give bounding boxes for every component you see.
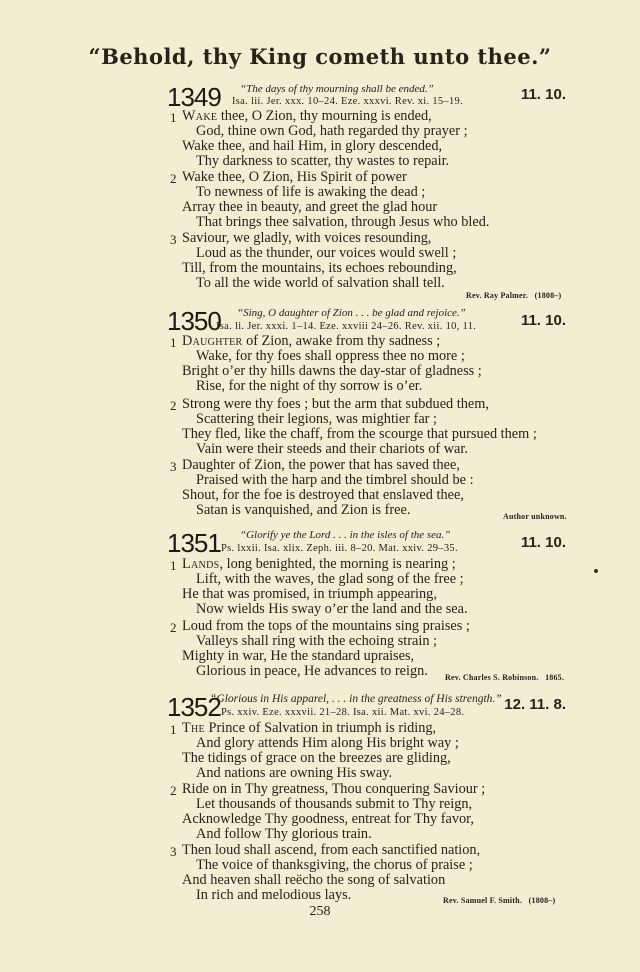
stanza-line: Shout, for the foe is destroyed that enslaved thee, [182, 487, 464, 503]
hymn-references: Ps. lxxii. Isa. xlix. Zeph. iii. 8–20. Mat. xxiv. 29–35. [221, 543, 458, 554]
stanza-line: Lands, long benighted, the morning is nearing ; [182, 556, 456, 572]
stanza-line: Satan is vanquished, and Zion is free. [196, 502, 411, 518]
stanza-line: Wake thee, O Zion, His Spirit of power [182, 169, 407, 185]
hymn-author: Rev. Ray Palmer. (1808–) [466, 291, 562, 300]
hymn-references: Ps. xxiv. Eze. xxxvii. 21–28. Isa. xii. Mat. xvi. 24–28. [221, 707, 465, 718]
hymn-quote: “Sing, O daughter of Zion . . . be glad and rejoice.” [237, 307, 466, 319]
hymn-author: Rev. Samuel F. Smith. (1808–) [443, 896, 556, 905]
page-header: “Behold, thy King cometh unto thee.” [88, 44, 552, 69]
stanza-line: Now wields His sway o’er the land and the sea. [196, 601, 468, 617]
stanza-number: 2 [170, 398, 177, 413]
stanza-line: Vain were their steeds and their chariots of war. [196, 441, 468, 457]
hymn-author: Author unknown. [503, 512, 567, 521]
stanza-line: Lift, with the waves, the glad song of the free ; [196, 571, 464, 587]
page-number: 258 [309, 904, 331, 919]
stanza-number: 2 [170, 620, 177, 635]
ink-speck [594, 569, 598, 573]
stanza-line: They fled, like the chaff, from the scourge that pursued them ; [182, 426, 537, 442]
stanza-line: Strong were thy foes ; but the arm that subdued them, [182, 396, 489, 412]
stanza-line: Wake, for thy foes shall oppress thee no more ; [196, 348, 465, 364]
stanza-line: Wake thee, O Zion, thy mourning is ended, [182, 108, 432, 124]
stanza-line: Wake thee, and hail Him, in glory descended, [182, 138, 443, 154]
stanza-line: The Prince of Salvation in triumph is riding, [182, 720, 437, 736]
stanza-line: Bright o’er thy hills dawns the day-star of gladness ; [182, 363, 482, 379]
hymn-meter: 11. 10. [520, 312, 566, 329]
stanza-line: Ride on in Thy greatness, Thou conquering Saviour ; [182, 781, 486, 797]
stanza-line: Till, from the mountains, its echoes rebounding, [182, 260, 457, 276]
stanza-line: Then loud shall ascend, from each sanctified nation, [182, 842, 481, 858]
stanza-line: Saviour, we gladly, with voices resounding, [182, 230, 432, 246]
hymn-references: Isa. li. Jer. xxxi. 1–14. Eze. xxviii 24–26. Rev. xii. 10, 11. [216, 321, 477, 332]
stanza-number: 1 [170, 110, 177, 125]
stanza-number: 1 [170, 722, 177, 737]
stanza-line: Glorious in peace, He advances to reign. [196, 663, 428, 679]
hymn-quote: “Glorious in His apparel, . . . in the greatness of His strength.” [210, 693, 502, 705]
stanza-line: God, thine own God, hath regarded thy prayer ; [196, 123, 468, 139]
stanza-line: He that was promised, in triumph appearing, [182, 586, 437, 602]
hymn-number: 1351 [167, 528, 221, 558]
stanza-line: Praised with the harp and the timbrel should be : [196, 472, 474, 488]
hymn-author: Rev. Charles S. Robinson. 1865. [445, 673, 565, 682]
stanza-number: 3 [170, 232, 177, 247]
hymn-quote: “The days of thy mourning shall be ended.” [240, 83, 434, 95]
stanza-number: 2 [170, 783, 177, 798]
stanza-number: 1 [170, 558, 177, 573]
hymn-meter: 11. 10. [520, 86, 566, 103]
hymn-number: 1349 [167, 82, 221, 112]
stanza-line: Scattering their legions, was mightier far ; [196, 411, 437, 427]
stanza-line: The voice of thanksgiving, the chorus of praise ; [196, 857, 473, 873]
stanza-line: Valleys shall ring with the echoing strain ; [196, 633, 438, 649]
stanza-line: Mighty in war, He the standard upraises, [182, 648, 415, 664]
stanza-line: Daughter of Zion, awake from thy sadness ; [182, 333, 441, 349]
stanza-line: Rise, for the night of thy sorrow is o’er. [196, 378, 423, 394]
hymn-number: 1352 [167, 692, 221, 722]
hymn-meter: 12. 11. 8. [504, 696, 566, 713]
stanza-line: And heaven shall reëcho the song of salvation [182, 872, 446, 888]
stanza-line: Acknowledge Thy goodness, entreat for Thy favor, [182, 811, 474, 827]
stanza-number: 2 [170, 171, 177, 186]
hymn-quote: “Glorify ye the Lord . . . in the isles of the sea.” [240, 529, 451, 541]
stanza-line: Loud as the thunder, our voices would swell ; [196, 245, 457, 261]
stanza-line: That brings thee salvation, through Jesus who bled. [196, 214, 490, 230]
stanza-line: And glory attends Him along His bright way ; [196, 735, 459, 751]
stanza-number: 3 [170, 459, 177, 474]
stanza-number: 3 [170, 844, 177, 859]
stanza-line: Thy darkness to scatter, thy wastes to repair. [196, 153, 450, 169]
stanza-line: Loud from the tops of the mountains sing praises ; [182, 618, 470, 634]
stanza-line: The tidings of grace on the breezes are gliding, [182, 750, 451, 766]
stanza-line: Array thee in beauty, and greet the glad hour [182, 199, 438, 215]
stanza-line: To all the wide world of salvation shall tell. [196, 275, 445, 291]
stanza-line: And nations are owning His sway. [196, 765, 393, 781]
stanza-line: In rich and melodious lays. [196, 887, 352, 903]
stanza-line: And follow Thy glorious train. [196, 826, 372, 842]
stanza-line: Let thousands of thousands submit to Thy reign, [196, 796, 473, 812]
hymn-meter: 11. 10. [520, 534, 566, 551]
stanza-line: Daughter of Zion, the power that has saved thee, [182, 457, 460, 473]
hymn-number: 1350 [167, 306, 221, 336]
hymn-references: Isa. lii. Jer. xxx. 10–24. Eze. xxxvi. Rev. xi. 15–19. [232, 96, 464, 107]
stanza-line: To newness of life is awaking the dead ; [196, 184, 426, 200]
stanza-number: 1 [170, 335, 177, 350]
